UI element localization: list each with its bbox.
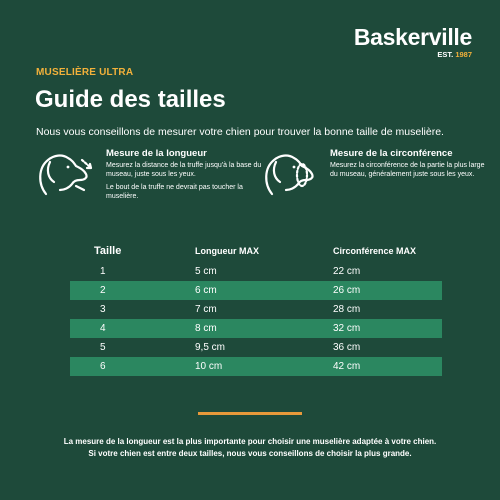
- length-measure-text: [106, 148, 266, 205]
- length-measure-note: Le bout de la truffe ne devrait pas toucher la muselière.: [106, 184, 243, 201]
- column-header-length: Longueur MAX: [195, 246, 259, 256]
- size-cell: 6: [70, 357, 195, 376]
- circumference-cell: 36 cm: [333, 342, 361, 353]
- circumference-cell: 28 cm: [333, 304, 361, 315]
- intro-text: Nous vous conseillons de mesurer votre chien pour trouver la bonne taille de muselière.: [36, 126, 444, 138]
- table-row: [70, 281, 442, 300]
- table-row: [70, 300, 442, 319]
- circumference-cell: 22 cm: [333, 266, 361, 277]
- size-cell: 4: [70, 319, 195, 338]
- divider: [198, 412, 302, 415]
- length-cell: 10 cm: [195, 357, 333, 376]
- size-cell: 2: [70, 281, 195, 300]
- length-cell: 9,5 cm: [195, 342, 226, 353]
- footer-line-2: Si votre chien est entre deux tailles, nous vous conseillons de choisir la plus grande.: [88, 449, 412, 459]
- brand-logo: [354, 26, 472, 59]
- size-cell: 1: [100, 266, 106, 277]
- column-header-size: Taille: [94, 245, 122, 257]
- table-row: [70, 357, 442, 376]
- page-title: Guide des tailles: [35, 86, 226, 113]
- size-table: [70, 240, 442, 376]
- product-name: MUSELIÈRE ULTRA: [36, 67, 134, 78]
- dog-head-circumference-icon: [262, 150, 328, 200]
- circumference-measure-instruction: Mesurez la circonférence de la partie la plus large du museau, généralement juste sous les yeux.: [330, 162, 485, 179]
- column-header-circumference: Circonférence MAX: [333, 246, 417, 256]
- table-row: [70, 262, 442, 281]
- circumference-measure-text: [330, 148, 485, 183]
- length-cell: 5 cm: [195, 266, 217, 277]
- brand-established: [354, 50, 472, 59]
- size-cell: 5: [100, 342, 106, 353]
- circumference-cell: 32 cm: [333, 319, 442, 338]
- size-cell: 3: [100, 304, 106, 315]
- circumference-measure-title: Mesure de la circonférence: [330, 148, 453, 159]
- length-measure-instruction: Mesurez la distance de la truffe jusqu'à la base du museau, juste sous les yeux.: [106, 162, 262, 179]
- circumference-cell: 26 cm: [333, 281, 442, 300]
- length-cell: 7 cm: [195, 304, 217, 315]
- table-row: [70, 319, 442, 338]
- circumference-cell: 42 cm: [333, 357, 442, 376]
- dog-head-length-icon: [36, 150, 102, 200]
- length-cell: 8 cm: [195, 319, 333, 338]
- footer-note: [20, 436, 480, 461]
- table-row: [70, 338, 442, 357]
- brand-est-year: 1987: [455, 50, 472, 59]
- footer-line-1: La mesure de la longueur est la plus importante pour choisir une muselière adaptée à votre chien.: [63, 437, 437, 446]
- brand-name: Baskerville: [353, 24, 472, 50]
- brand-est-prefix: EST.: [437, 50, 454, 59]
- length-measure-title: Mesure de la longueur: [106, 148, 207, 159]
- length-cell: 6 cm: [195, 281, 333, 300]
- table-header-row: [70, 240, 442, 262]
